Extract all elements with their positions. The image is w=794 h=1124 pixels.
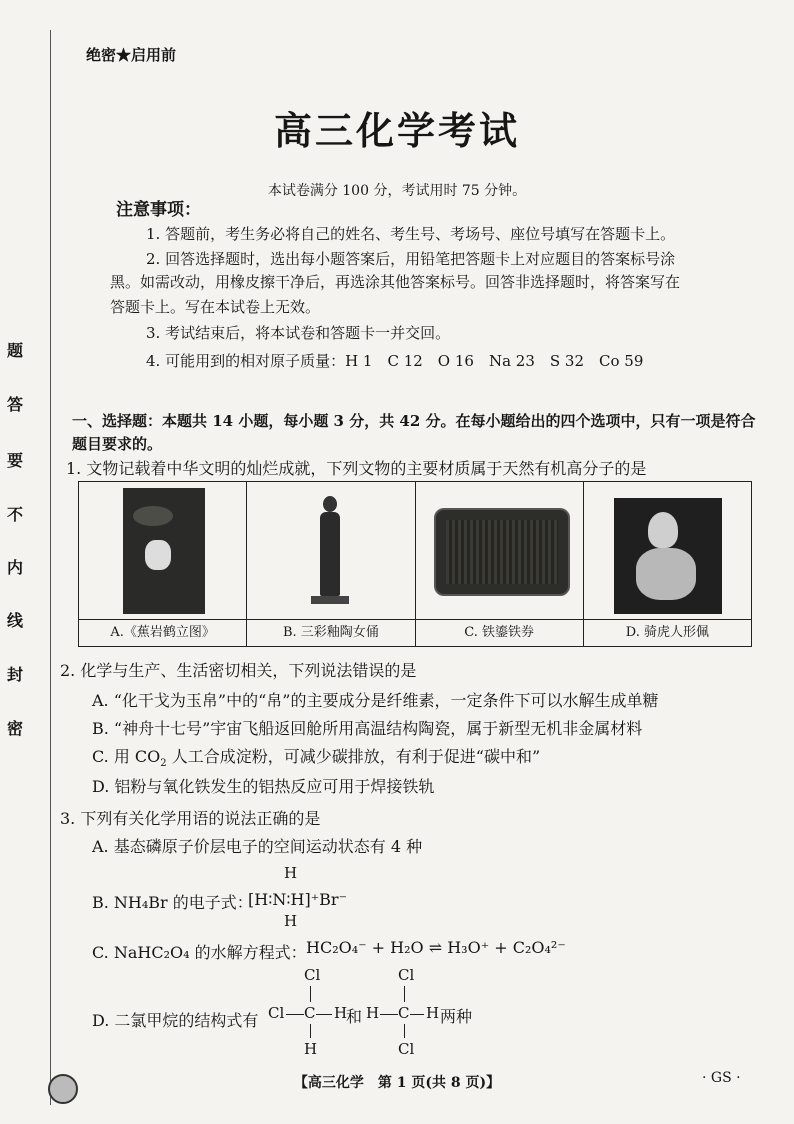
artifact-cell-c [416,482,584,646]
notice-heading: 注意事项： [116,200,201,220]
structure-connector: 和 [346,1007,363,1026]
hydrolysis-equation: HC₂O₄⁻ + H₂O ⇌ H₃O⁺ + C₂O₄²⁻ [306,938,566,957]
margin-char: 封 [6,665,23,684]
struct2-left: H [366,1004,380,1022]
margin-char: 答 [6,395,23,414]
artifact-cell-d [584,482,751,646]
struct1-center: C [304,1004,316,1022]
struct1-top: Cl [304,966,321,984]
struct1-left: Cl [268,1004,285,1022]
caption-c: C. 铁鎏铁券 [416,619,583,646]
notice-line: 2. 回答选择题时，选出每小题答案后，用铅笔把答题卡上对应题目的答案标号涂 [146,250,676,268]
page-title: 高三化学考试 [273,108,520,153]
artifact-cell-a [79,482,247,646]
figurine-image [317,496,343,606]
struct2-center: C [398,1004,410,1022]
margin-char: 密 [6,719,23,738]
bond-line [316,1014,332,1015]
section-heading: 一、选择题：本题共 14 小题，每小题 3 分，共 42 分。在每小题给出的四个选项中，只有一项是符合题目要求的。 [72,412,756,453]
structure-suffix: 两种 [440,1007,473,1026]
margin-char: 题 [6,341,23,360]
iron-certificate-image [434,508,570,596]
struct1-right: H [334,1004,348,1022]
bond-line [410,1014,424,1015]
question-3-option-c-label: C. NaHC₂O₄ 的水解方程式： [92,943,307,962]
electron-formula-bottom-h: H [284,912,298,930]
question-2-option-c: C. 用 $CO_2$ 人工合成淀粉，可减少碳排放，有利于促进“碳中和” [92,747,541,770]
paper-code: · GS · [702,1070,741,1086]
painting-image [123,488,205,614]
margin-char: 内 [6,558,23,577]
bond-line [286,1014,304,1015]
margin-char: 要 [6,451,23,470]
question-3-stem: 3. 下列有关化学用语的说法正确的是 [60,809,321,828]
question-2-stem: 2. 化学与生产、生活密切相关，下列说法错误的是 [60,661,417,680]
question-3-option-b-label: B. NH₄Br 的电子式： [92,893,253,912]
caption-b: B. 三彩釉陶女俑 [247,619,414,646]
confidential-label: 绝密★启用前 [86,46,177,64]
notice-line: 4. 可能用到的相对原子质量：H 1 C 12 O 16 Na 23 S 32 Co 59 [146,352,644,370]
bond-line [380,1014,398,1015]
question-2-option-d: D. 铝粉与氧化铁发生的铝热反应可用于焊接铁轨 [92,777,435,796]
caption-a: A.《蕉岩鹤立图》 [79,619,246,646]
electron-formula-top-h: H [284,864,298,882]
bond-line [404,986,405,1002]
struct2-top: Cl [398,966,415,984]
struct2-right: H [426,1004,440,1022]
question-2-option-a: A. “化干戈为玉帛”中的“帛”的主要成分是纤维素，一定条件下可以水解生成单糖 [92,691,659,710]
exam-note: 本试卷满分 100 分，考试用时 75 分钟。 [267,183,527,199]
struct2-bottom: Cl [398,1040,415,1058]
electron-formula: [H∶N∶H]⁺Br⁻ [248,890,348,909]
notice-line: 1. 答题前，考生务必将自己的姓名、考生号、考场号、座位号填写在答题卡上。 [146,225,676,243]
page-footer: 【高三化学 第 1 页(共 8 页)】 [293,1075,501,1091]
caption-d: D. 骑虎人形佩 [584,619,751,646]
jade-pendant-image [614,498,722,614]
notice-line: 黑。如需改动，用橡皮擦干净后，再选涂其他答案标号。回答非选择题时，将答案写在 [110,273,681,291]
notice-line: 答题卡上。写在本试卷上无效。 [110,298,321,316]
artifact-figure-table [78,481,752,647]
question-3-option-d-label: D. 二氯甲烷的结构式有 [92,1011,259,1030]
margin-char: 不 [6,505,23,524]
bond-line [404,1024,405,1038]
margin-char: 线 [6,611,23,630]
artifact-cell-b [247,482,415,646]
bond-line [310,1024,311,1038]
bond-line [310,986,311,1002]
question-3-option-a: A. 基态磷原子价层电子的空间运动状态有 4 种 [92,837,423,856]
struct1-bottom: H [304,1040,318,1058]
question-1-stem: 1. 文物记载着中华文明的灿烂成就，下列文物的主要材质属于天然有机高分子的是 [66,459,647,478]
question-2-option-b: B. “神舟十七号”宇宙飞船返回舱所用高温结构陶瓷，属于新型无机非金属材料 [92,719,643,738]
notice-line: 3. 考试结束后，将本试卷和答题卡一并交回。 [146,324,451,342]
